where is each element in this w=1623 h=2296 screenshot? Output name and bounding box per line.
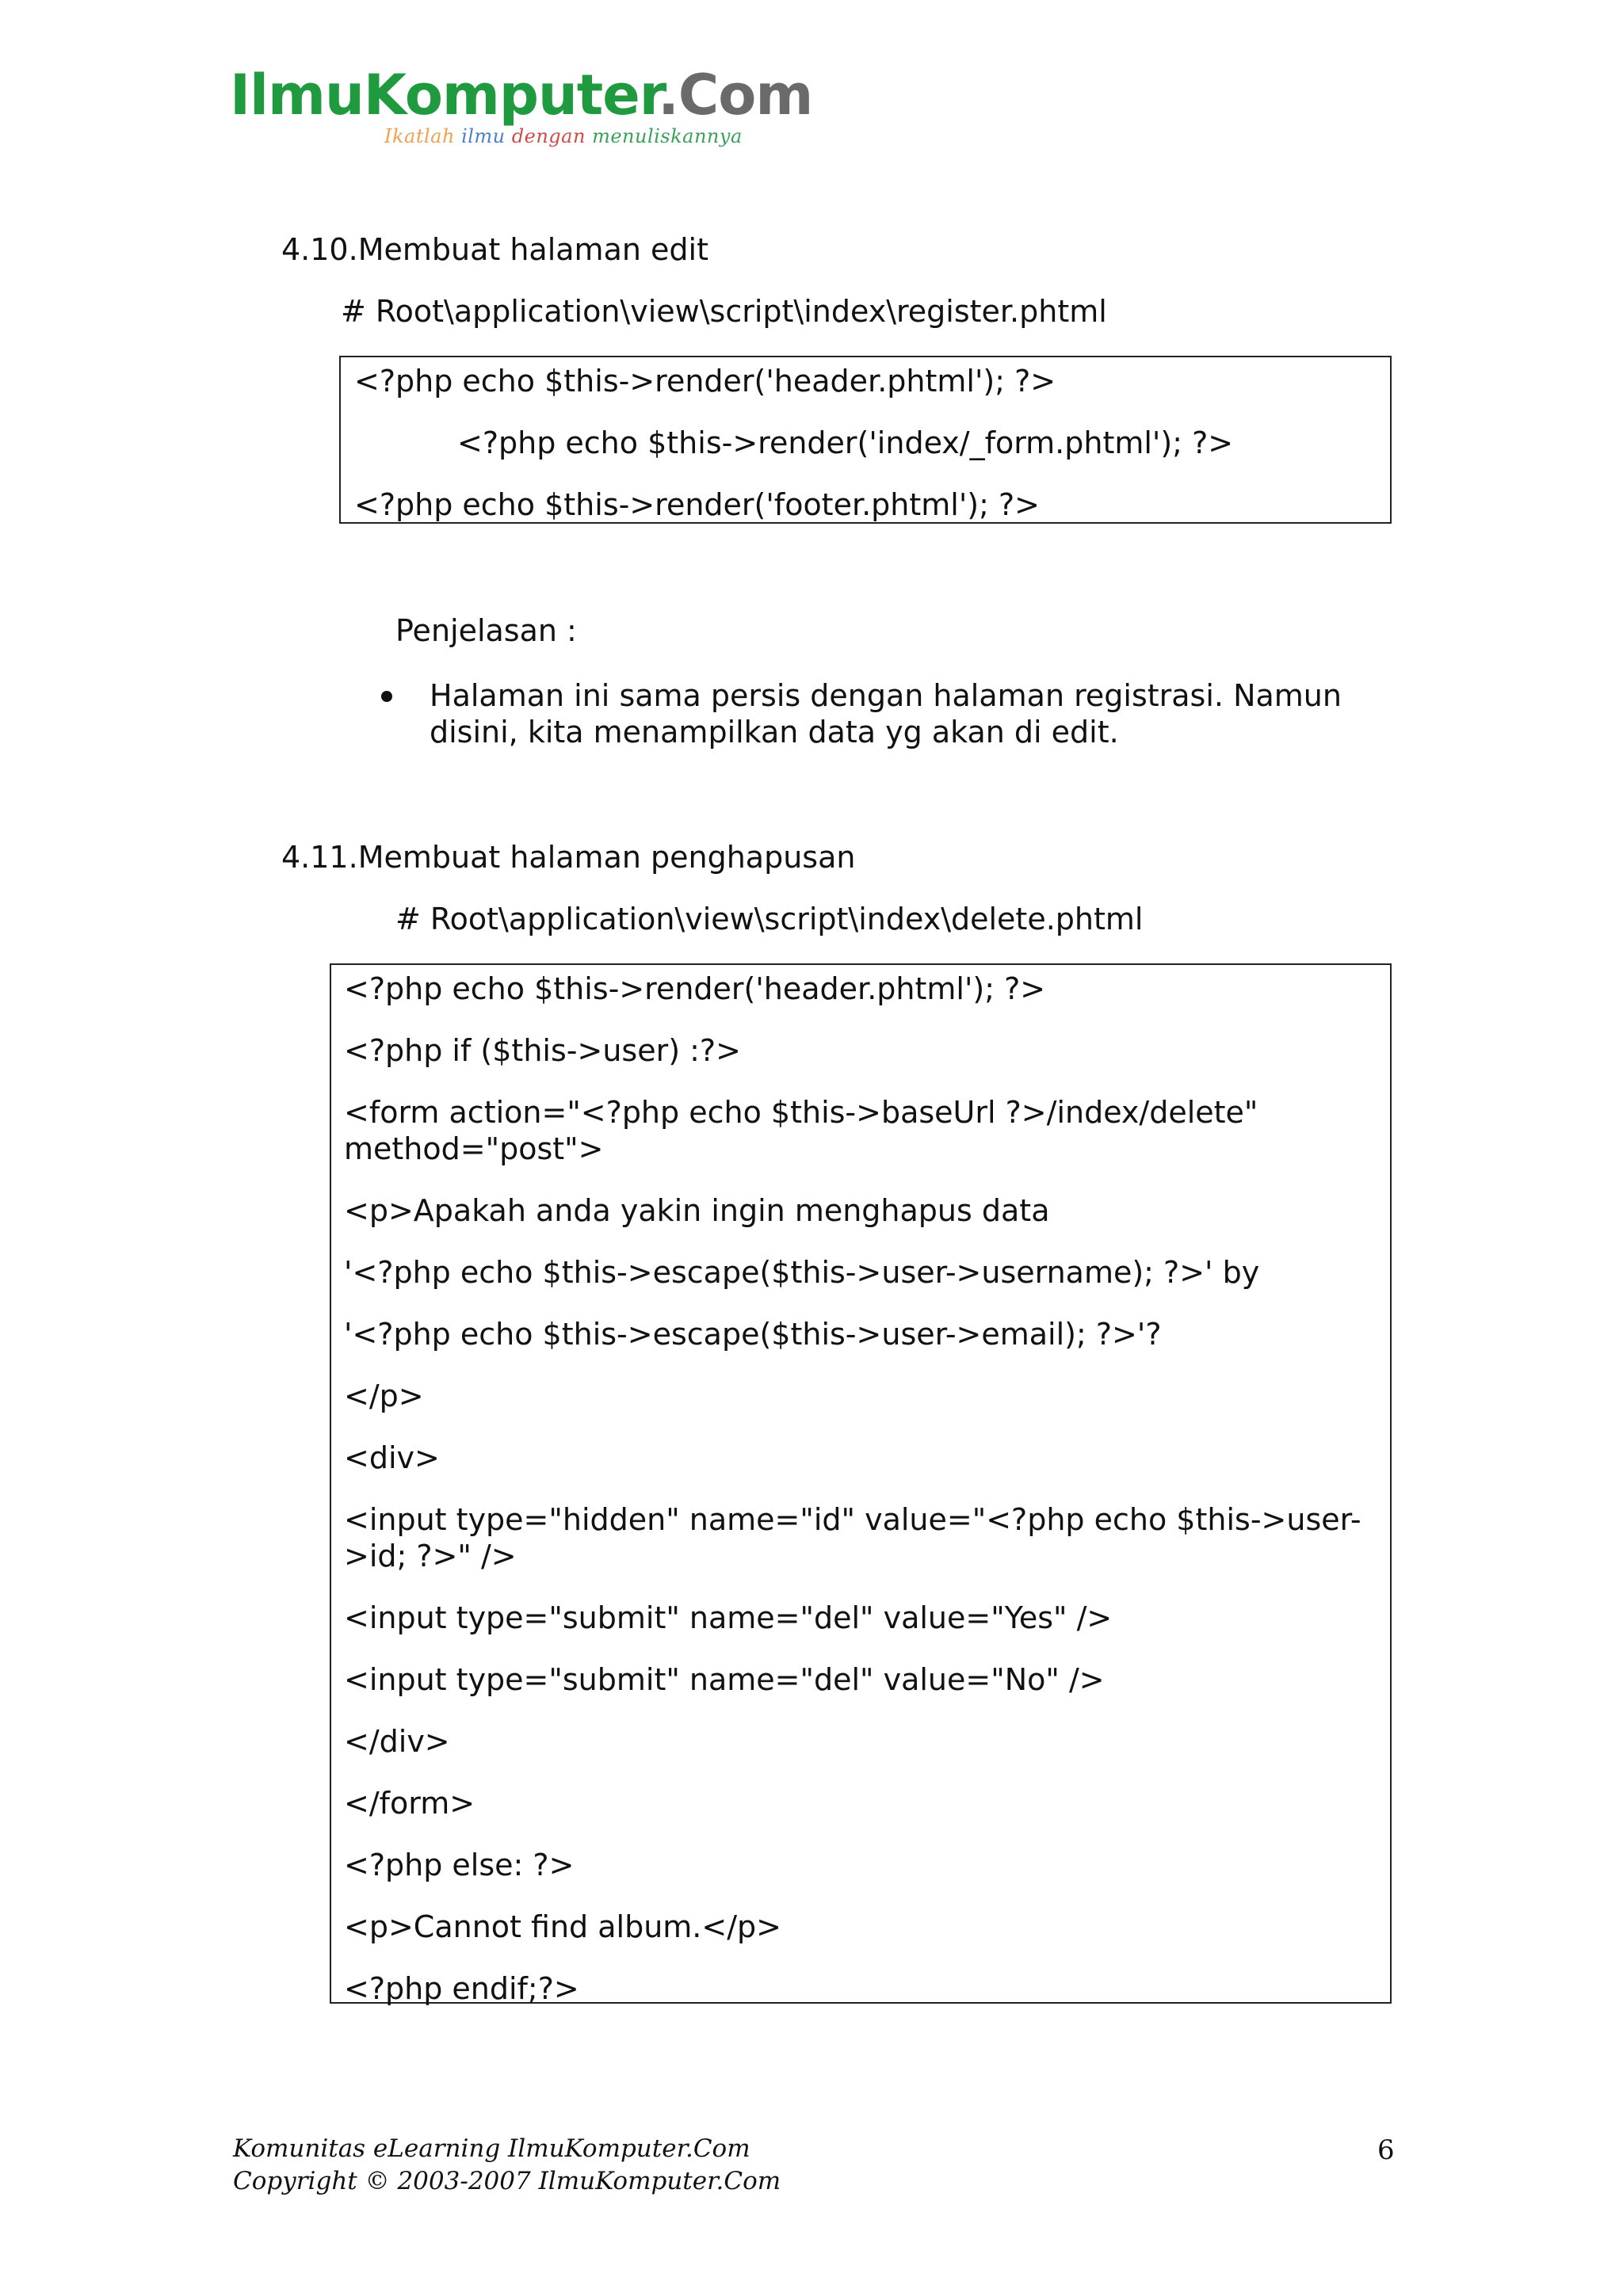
bullet-text-line: disini, kita menampilkan data yg akan di edit. — [430, 715, 1119, 749]
page-number: 6 — [1377, 2134, 1395, 2166]
code-line: <?php echo $this->render('footer.phtml'); ?> — [354, 487, 1041, 522]
code-line: <p>Apakah anda yakin ingin menghapus data — [344, 1193, 1050, 1228]
footer-copyright: Copyright © 2003-2007 IlmuKomputer.Com — [233, 2167, 781, 2195]
code-line: <p>Cannot find album.</p> — [344, 1909, 781, 1944]
code-line: <?php echo $this->render('header.phtml'); ?> — [344, 971, 1046, 1006]
code-line: '<?php echo $this->escape($this->user->username); ?>' by — [344, 1255, 1260, 1290]
bullet-text-line: Halaman ini sama persis dengan halaman registrasi. Namun — [430, 678, 1342, 713]
logo-tagline-word: Ikatlah — [384, 125, 455, 147]
logo-tagline — [384, 125, 743, 147]
code-line: <?php echo $this->render('index/_form.phtml'); ?> — [457, 425, 1234, 460]
code-line: <input type="hidden" name="id" value="<?php echo $this->user- — [344, 1502, 1361, 1537]
file-path-delete: # Root\application\view\script\index\delete.phtml — [395, 902, 1144, 936]
logo-tagline-word: menuliskannya — [592, 125, 743, 147]
footer-community: Komunitas eLearning IlmuKomputer.Com — [233, 2134, 750, 2163]
code-line: <div> — [344, 1440, 440, 1475]
section-heading-delete: 4.11.Membuat halaman penghapusan — [281, 840, 856, 875]
code-line: <?php if ($this->user) :?> — [344, 1033, 741, 1068]
code-line: </form> — [344, 1786, 475, 1821]
code-block-register — [339, 356, 1392, 524]
code-line: </p> — [344, 1379, 424, 1413]
code-line: <?php endif;?> — [344, 1971, 579, 2006]
code-line: method="post"> — [344, 1131, 604, 1166]
code-line: <?php echo $this->render('header.phtml'); ?> — [354, 364, 1056, 399]
site-logo — [230, 62, 813, 157]
logo-tagline-word: ilmu — [461, 125, 506, 147]
code-line: <input type="submit" name="del" value="Yes" /> — [344, 1600, 1113, 1635]
code-line: '<?php echo $this->escape($this->user->email); ?>'? — [344, 1317, 1162, 1352]
code-line: <input type="submit" name="del" value="No" /> — [344, 1662, 1105, 1697]
code-line: </div> — [344, 1724, 450, 1759]
code-block-delete — [330, 963, 1392, 2004]
code-line: <?php else: ?> — [344, 1848, 575, 1882]
code-line: <form action="<?php echo $this->baseUrl ?>/index/delete" — [344, 1095, 1258, 1130]
logo-wordmark — [230, 62, 812, 128]
bullet-icon — [381, 691, 392, 702]
logo-wordmark-suffix: .Com — [658, 63, 813, 128]
explanation-label: Penjelasan : — [395, 613, 577, 648]
file-path-register: # Root\application\view\script\index\register.phtml — [341, 294, 1107, 329]
code-line: >id; ?>" /> — [344, 1539, 517, 1573]
logo-tagline-word: dengan — [511, 125, 586, 147]
section-heading-edit: 4.10.Membuat halaman edit — [281, 232, 708, 267]
logo-wordmark-main: IlmuKomputer — [230, 63, 659, 128]
